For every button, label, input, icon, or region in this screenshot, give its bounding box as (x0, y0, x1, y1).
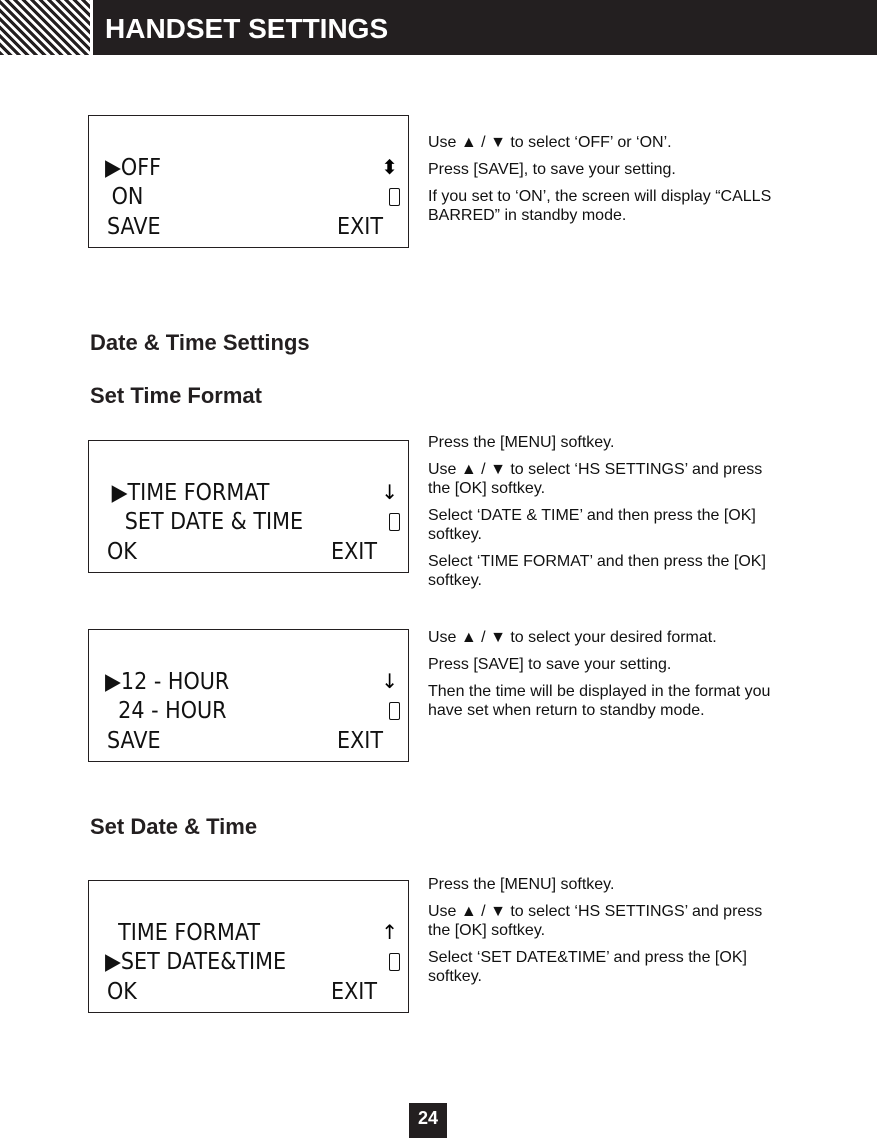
page-number: 24 (409, 1103, 447, 1138)
instructions (428, 875, 788, 994)
instruction-line: Press [SAVE], to save your setting. (428, 161, 676, 178)
lcd-row: TIME FORMAT (105, 920, 261, 946)
softkey-right: EXIT (331, 539, 378, 565)
instruction-line: Select ‘TIME FORMAT’ and then press the [OK] softkey. (428, 553, 766, 589)
lcd-row: ▶SET DATE&TIME (105, 949, 287, 975)
instruction-line: Use ▲ / ▼ to select your desired format. (428, 629, 717, 646)
instruction-line: Select ‘DATE & TIME’ and then press the [OK] softkey. (428, 507, 756, 543)
instruction-line: Select ‘SET DATE&TIME’ and press the [OK] softkey. (428, 949, 747, 985)
instruction-line: Use ▲ / ▼ to select ‘OFF’ or ‘ON’. (428, 134, 672, 151)
softkey-left: SAVE (107, 214, 161, 240)
softkey-right: EXIT (331, 979, 378, 1005)
scroll-icon: ↓ (381, 669, 398, 693)
page-header: HANDSET SETTINGS (93, 0, 877, 55)
lcd-screen (88, 880, 409, 1013)
instruction-line: Press [SAVE] to save your setting. (428, 656, 672, 673)
instruction-line: If you set to ‘ON’, the screen will display “CALLS BARRED” in standby mode. (428, 188, 772, 224)
battery-icon (389, 702, 400, 720)
scroll-icon: ↑ (381, 920, 398, 944)
battery-icon (389, 513, 400, 531)
instructions (428, 433, 788, 598)
lcd-row: ON (105, 184, 144, 210)
battery-icon (389, 953, 400, 971)
softkey-left: OK (107, 539, 137, 565)
lcd-row: ▶12 - HOUR (105, 669, 230, 695)
softkey-right: EXIT (337, 728, 384, 754)
instruction-line: Press the [MENU] softkey. (428, 876, 615, 893)
scroll-icon: ↓ (381, 480, 398, 504)
logo-pattern (0, 0, 90, 55)
lcd-screen (88, 115, 409, 248)
softkey-left: OK (107, 979, 137, 1005)
softkey-right: EXIT (337, 214, 384, 240)
instructions (428, 133, 788, 233)
instruction-line: Use ▲ / ▼ to select ‘HS SETTINGS’ and press the [OK] softkey. (428, 903, 763, 939)
battery-icon (389, 188, 400, 206)
lcd-row: SET DATE & TIME (105, 509, 304, 535)
softkey-left: SAVE (107, 728, 161, 754)
instruction-line: Then the time will be displayed in the format you have set when return to standby mode. (428, 683, 771, 719)
lcd-screen (88, 629, 409, 762)
instructions (428, 628, 788, 728)
section-heading: Set Time Format (90, 383, 262, 408)
lcd-row: ▶OFF (105, 155, 162, 181)
scroll-icon: ⬍ (381, 155, 398, 179)
section-heading: Set Date & Time (90, 814, 258, 839)
instruction-line: Use ▲ / ▼ to select ‘HS SETTINGS’ and press the [OK] softkey. (428, 461, 763, 497)
instruction-line: Press the [MENU] softkey. (428, 434, 615, 451)
lcd-row: ▶TIME FORMAT (105, 480, 270, 506)
lcd-screen (88, 440, 409, 573)
lcd-row: 24 - HOUR (105, 698, 227, 724)
section-heading: Date & Time Settings (90, 330, 310, 355)
